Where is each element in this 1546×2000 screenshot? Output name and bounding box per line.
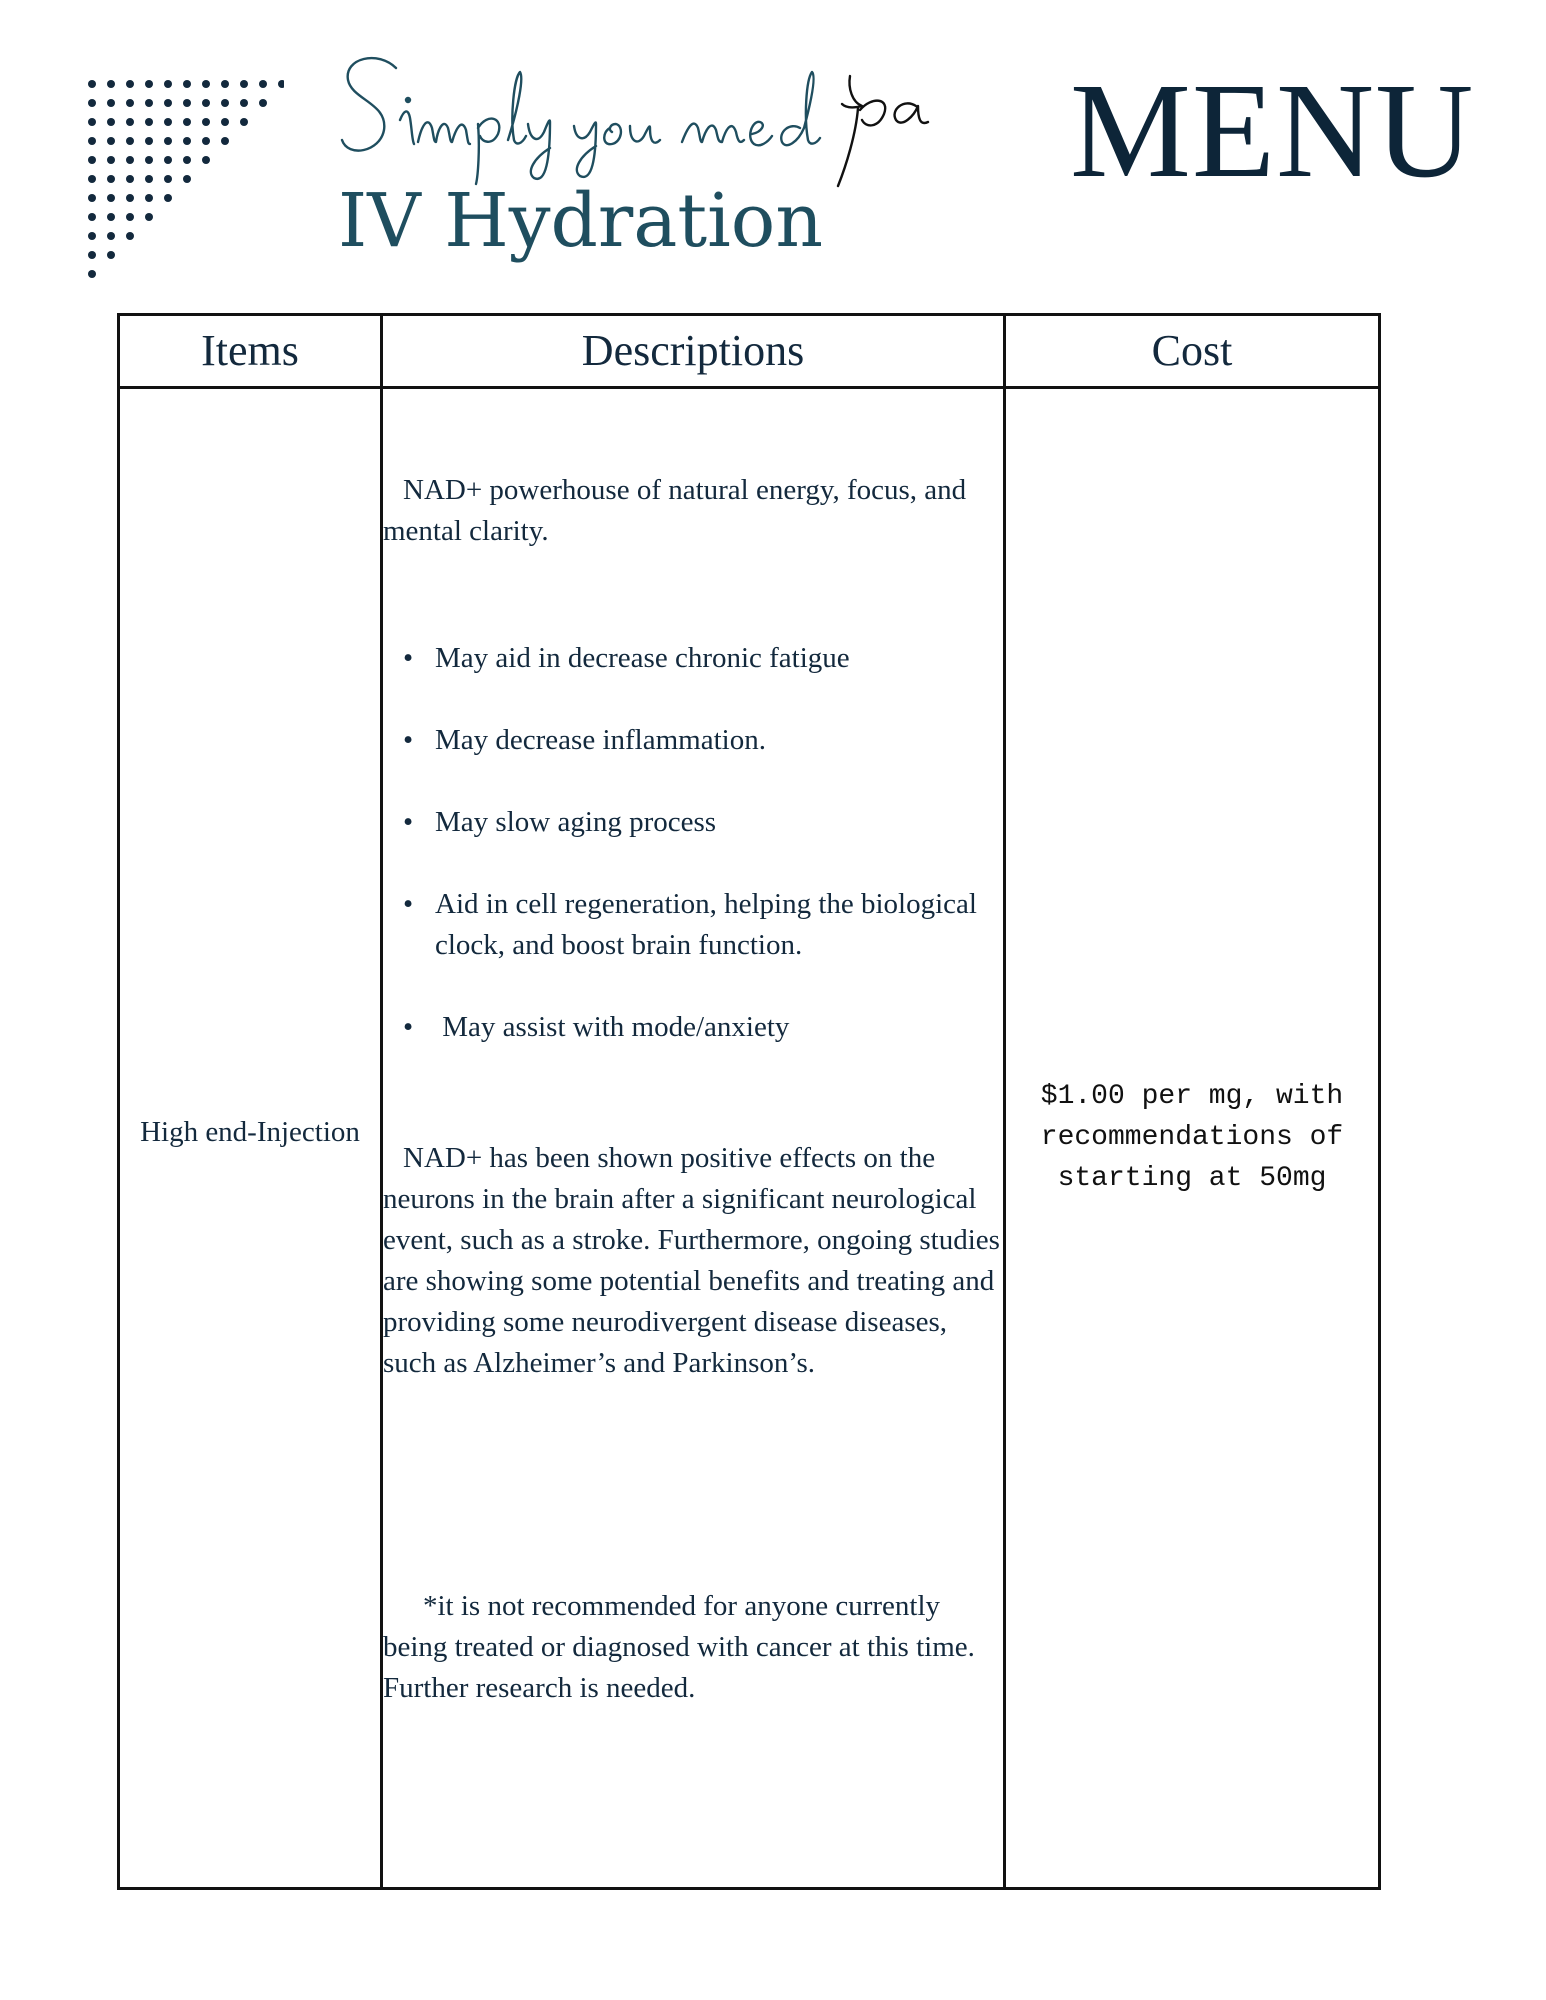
decor-dot [164,80,172,88]
description-intro: NAD+ powerhouse of natural energy, focus, and mental clarity. [383,474,967,547]
decor-dot [183,99,191,107]
decor-dot [221,118,229,126]
decor-dot [145,194,153,202]
decor-dot [164,194,172,202]
decor-dot [221,80,229,88]
decor-dot [88,232,96,240]
decor-dot [202,137,210,145]
decor-dot [259,99,267,107]
decor-dot [183,118,191,126]
description-note: *it is not recommended for anyone currently being treated or diagnosed with cancer at this time. Further research is needed. [383,1590,975,1704]
description-paragraph: NAD+ has been shown positive effects on the neurons in the brain after a significant neurological event, such as a stroke. Furthermore, ongoing studies are showing some potential benefits and treating and providing some neurodivergent disease diseases, such as Alzheimer’s and Parkinson’s. [383,1142,1000,1379]
decor-dot [221,99,229,107]
decor-dot [164,137,172,145]
decor-dot [202,80,210,88]
decor-dot [88,80,96,88]
decor-dot [145,118,153,126]
bullet-icon: • [403,806,414,838]
decor-dot [107,80,115,88]
decor-dot [240,118,248,126]
list-item: • May assist with mode/anxiety [383,1007,1003,1048]
page-subtitle: IV Hydration [338,178,824,264]
decor-dot [164,118,172,126]
header-descriptions: Descriptions [581,326,805,375]
list-item: • Aid in cell regeneration, helping the biological clock, and boost brain function. [383,884,1003,966]
bullet-icon: • [403,1011,414,1043]
decor-dot [221,137,229,145]
decor-dot [88,251,96,259]
decor-dot [88,213,96,221]
decor-dot [107,213,115,221]
decor-dot [183,156,191,164]
decor-dot [259,80,267,88]
decor-dot [183,137,191,145]
decor-dot [145,156,153,164]
decor-dot [145,175,153,183]
decor-dot [202,118,210,126]
header-items: Items [201,326,299,375]
decor-dot [126,99,134,107]
decor-dot [107,251,115,259]
decor-dot [88,156,96,164]
decor-dot [145,80,153,88]
decor-dot [107,175,115,183]
list-item: • May slow aging process [383,802,1003,843]
brand-logo [338,48,938,188]
decor-dot [88,194,96,202]
decor-dot [107,232,115,240]
decor-dot [164,99,172,107]
decor-dot [240,80,248,88]
decor-dot [107,118,115,126]
decor-dot [126,156,134,164]
bullet-icon: • [403,724,414,756]
decor-dot [88,270,96,278]
decor-dot [107,99,115,107]
dot-pattern-icon [84,76,284,286]
bullet-icon: • [403,888,414,920]
decor-dot [88,175,96,183]
decor-dot [145,137,153,145]
decor-dot [202,99,210,107]
decor-dot [164,156,172,164]
header-divider [120,386,1378,389]
decor-dot [107,194,115,202]
decor-dot [278,80,284,88]
decor-dot [107,137,115,145]
decor-dot [126,118,134,126]
decor-dot [126,137,134,145]
header-cost: Cost [1151,326,1233,375]
cost-value: $1.00 per mg, with recommendations of starting at 50mg [1040,1081,1344,1194]
decor-dot [126,80,134,88]
decor-dot [88,137,96,145]
decor-dot [88,99,96,107]
decor-dot [183,80,191,88]
decor-dot [183,175,191,183]
decor-dot [202,156,210,164]
decor-dot [164,175,172,183]
list-item: • May aid in decrease chronic fatigue [383,638,1003,679]
menu-title: MENU [1070,56,1475,206]
decor-dot [126,175,134,183]
bullet-icon: • [403,642,414,674]
decor-dot [107,156,115,164]
decor-dot [126,213,134,221]
decor-dot [240,99,248,107]
decor-dot [126,232,134,240]
decor-dot [145,99,153,107]
decor-dot [145,213,153,221]
item-name: High end-Injection [140,1116,360,1148]
menu-table [117,313,1381,1890]
list-item: • May decrease inflammation. [383,720,1003,761]
benefit-list [383,638,1003,1048]
decor-dot [126,194,134,202]
decor-dot [88,118,96,126]
